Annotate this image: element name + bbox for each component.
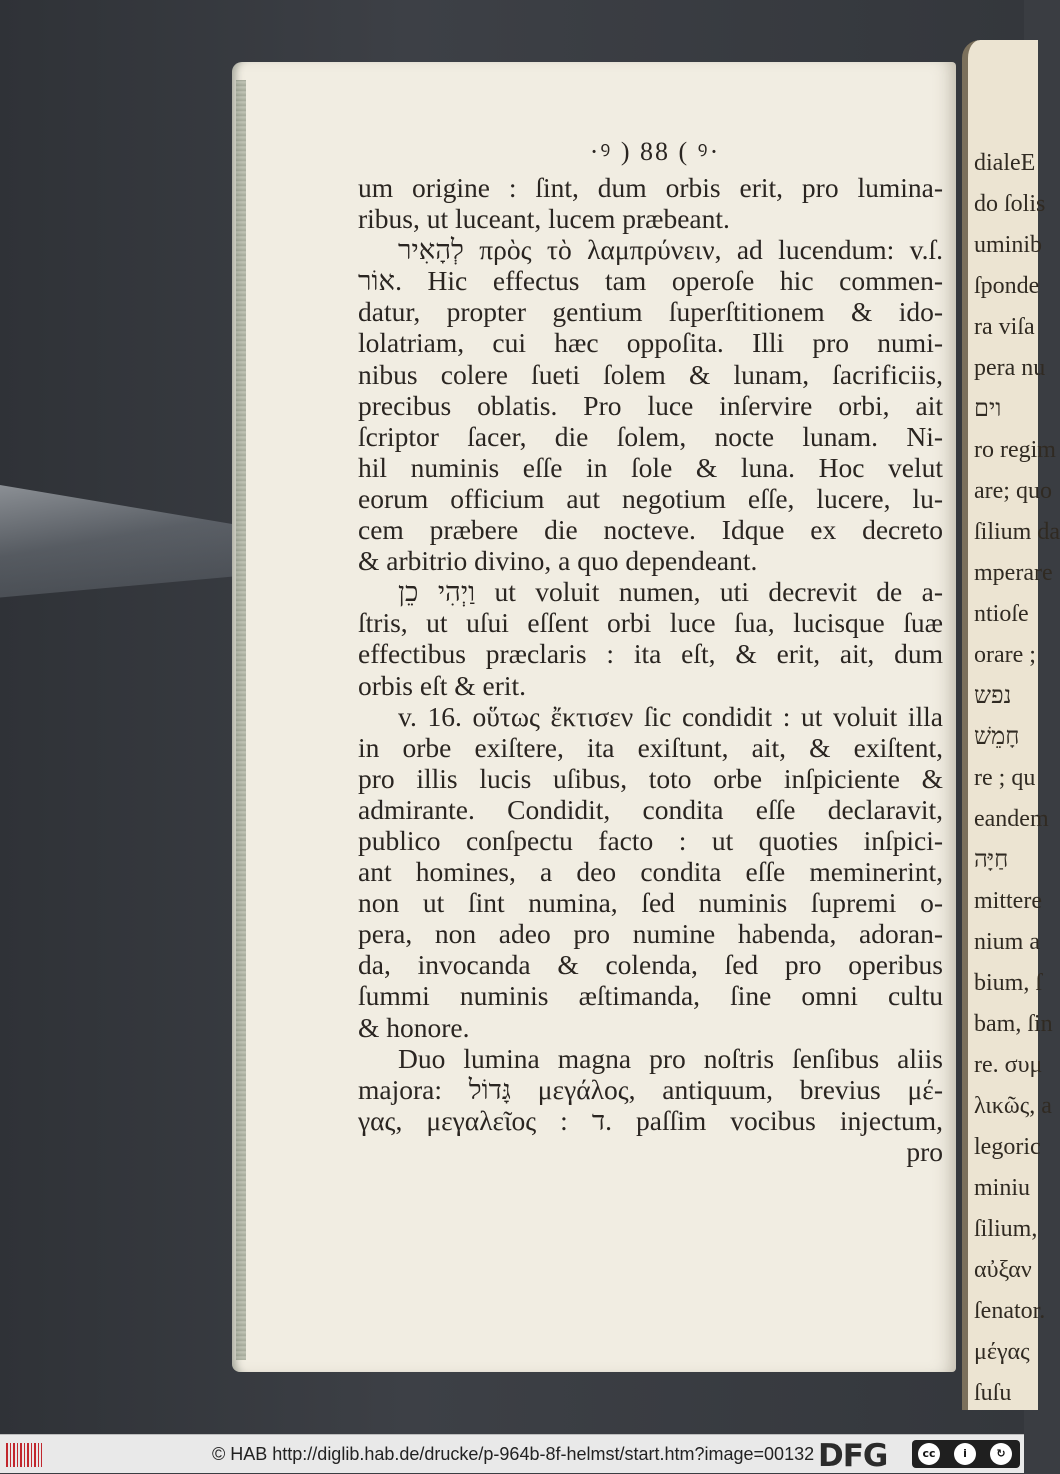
facing-page-fragment: ſuſu xyxy=(974,1380,1012,1406)
text-line: non ut ſint numina, ſed numinis ſupremi o- xyxy=(358,887,943,919)
text-line: ant homines, a deo condita eſſe meminerint, xyxy=(358,856,943,888)
cc-license-icon[interactable] xyxy=(912,1440,1020,1468)
copyright-link[interactable]: © HAB http://diglib.hab.de/drucke/p-964b-8f-helmst/start.htm?image=00132 xyxy=(212,1444,815,1464)
facing-page-fragment: ſenator. xyxy=(974,1298,1046,1324)
facing-page-fragment: legoric xyxy=(974,1134,1041,1160)
text-line: effectibus præclaris : ita eſt, & erit, ait, dum xyxy=(358,638,943,670)
text-line: & honore. xyxy=(358,1011,470,1043)
facing-page-fragment: ro regim xyxy=(974,437,1056,463)
text-line: cem præbere die nocteve. Idque ex decreto xyxy=(358,514,943,546)
text-line: ribus, ut luceant, lucem præbeant. xyxy=(358,203,730,235)
text-line: da, invocanda & colenda, ſed pro operibus xyxy=(358,949,943,981)
by-icon: i xyxy=(954,1443,976,1465)
facing-page-fragment: miniu xyxy=(974,1175,1031,1201)
facing-page-fragment: ra viſa xyxy=(974,314,1035,340)
facing-page-fragment: λικῶς, a xyxy=(974,1093,1052,1119)
facing-page-fragment: mittere xyxy=(974,888,1042,914)
text-line: lolatriam, cui hæc oppoſita. Illi pro numi- xyxy=(358,327,943,359)
text-line: eorum officium aut negotium eſſe, lucere, lu- xyxy=(358,482,943,514)
page-body xyxy=(358,172,943,1167)
hab-logo-icon xyxy=(6,1443,42,1467)
facing-page-fragment: re. συμ xyxy=(974,1052,1043,1078)
facing-page-fragment: αὐξαν xyxy=(974,1257,1032,1283)
text-line: ſcriptor ſacer, die ſolem, nocte lunam. Ni- xyxy=(358,420,943,452)
facing-page-fragment: uminib xyxy=(974,232,1043,258)
text-line: & arbitrio divino, a quo dependeant. xyxy=(358,545,758,577)
facing-page-fragment: bium, ſ xyxy=(974,970,1043,996)
facing-page-fragment: נפש xyxy=(974,683,1012,709)
text-line: admirante. Condidit, condita eſſe declaravit, xyxy=(358,793,943,825)
text-line: pera, non adeo pro numine habenda, adoran- xyxy=(358,918,943,950)
text-line: precibus oblatis. Pro luce inſervire orbi, ait xyxy=(358,389,943,421)
facing-page-fragment: nium a xyxy=(974,929,1040,955)
text-line: orbis eſt & erit. xyxy=(358,669,527,701)
facing-page-fragment: re ; qu xyxy=(974,765,1036,791)
page-gutter-edge xyxy=(236,80,246,1360)
text-line: pro illis lucis uſibus, toto orbe inſpiciente & xyxy=(358,762,943,794)
text-line: publico conſpectu facto : ut quoties inſpici- xyxy=(358,824,943,856)
facing-page-fragment: eandem xyxy=(974,806,1049,832)
facing-page-fragment: חַיָּה xyxy=(974,847,1009,873)
text-line: לְהָאִיר πρὸς τὸ λαμπρύνειν, ad lucendum: v.ſ. xyxy=(398,234,943,266)
facing-page-fragment: do ſolis xyxy=(974,191,1046,217)
text-line: γας, μεγαλεῖος : ד. paſſim vocibus injectum, xyxy=(358,1104,943,1136)
text-line: v. 16. οὕτως ἔκτισεν ſic condidit : ut voluit illa xyxy=(398,700,943,732)
facing-page-fragment: ſponde xyxy=(974,273,1040,299)
facing-page-fragment: ntioſe xyxy=(974,601,1029,627)
cc-icon: cc xyxy=(918,1443,940,1465)
text-line: pro xyxy=(906,1135,943,1167)
text-line: nibus colere ſueti ſolem & lunam, ſacrificiis, xyxy=(358,358,943,390)
facing-page-fragment: orare ; xyxy=(974,642,1036,668)
facing-page-fragment: pera nu xyxy=(974,355,1046,381)
text-line: וַיְהִי כֵן ut voluit numen, uti decrevit de a- xyxy=(398,576,943,608)
facing-page-fragment: וים xyxy=(974,396,1002,422)
facing-page-fragment: חָמֵשׁ xyxy=(974,724,1020,750)
text-line: hil numinis eſſe in ſole & luna. Hoc velut xyxy=(358,451,943,483)
sa-icon: ↻ xyxy=(990,1443,1012,1465)
facing-page xyxy=(962,40,1060,1410)
facing-page-fragment: are; quo xyxy=(974,478,1052,504)
facing-page-fragment: dialeE xyxy=(974,150,1036,176)
page-header: ·ꝰ ) 88 ( ꝰ· xyxy=(589,137,721,166)
text-line: datur, propter gentium ſuperſtitionem & ido- xyxy=(358,296,943,328)
facing-page-fragment: bam, ſin xyxy=(974,1011,1053,1037)
viewer-footer xyxy=(0,1434,1024,1473)
facing-page-fragment: ſilium, xyxy=(974,1216,1038,1242)
text-line: Duo lumina magna pro noſtris ſenſibus aliis xyxy=(398,1042,943,1074)
facing-page-fragment: mperare xyxy=(974,560,1053,586)
facing-page-fragment: ſilium da xyxy=(974,519,1060,545)
text-line: ſummi numinis æſtimanda, ſine omni cultu xyxy=(358,980,943,1012)
text-line: majora: גָּדוֹל μεγάλος, antiquum, brevius μέ- xyxy=(358,1073,943,1105)
facing-page-fragment: μέγας xyxy=(974,1339,1030,1365)
glass-plate-reflection xyxy=(0,470,250,620)
text-line: um origine : ſint, dum orbis erit, pro lumina- xyxy=(358,172,943,203)
text-line: אוֹר. Hic effectus tam operoſe hic commen- xyxy=(358,265,943,297)
dfg-logo: DFG xyxy=(818,1438,888,1474)
text-line: ſtris, ut uſui eſſent orbi luce ſua, lucisque ſuæ xyxy=(358,607,943,639)
text-line: in orbe exiſtere, ita exiſtunt, ait, & exiſtent, xyxy=(358,731,943,763)
